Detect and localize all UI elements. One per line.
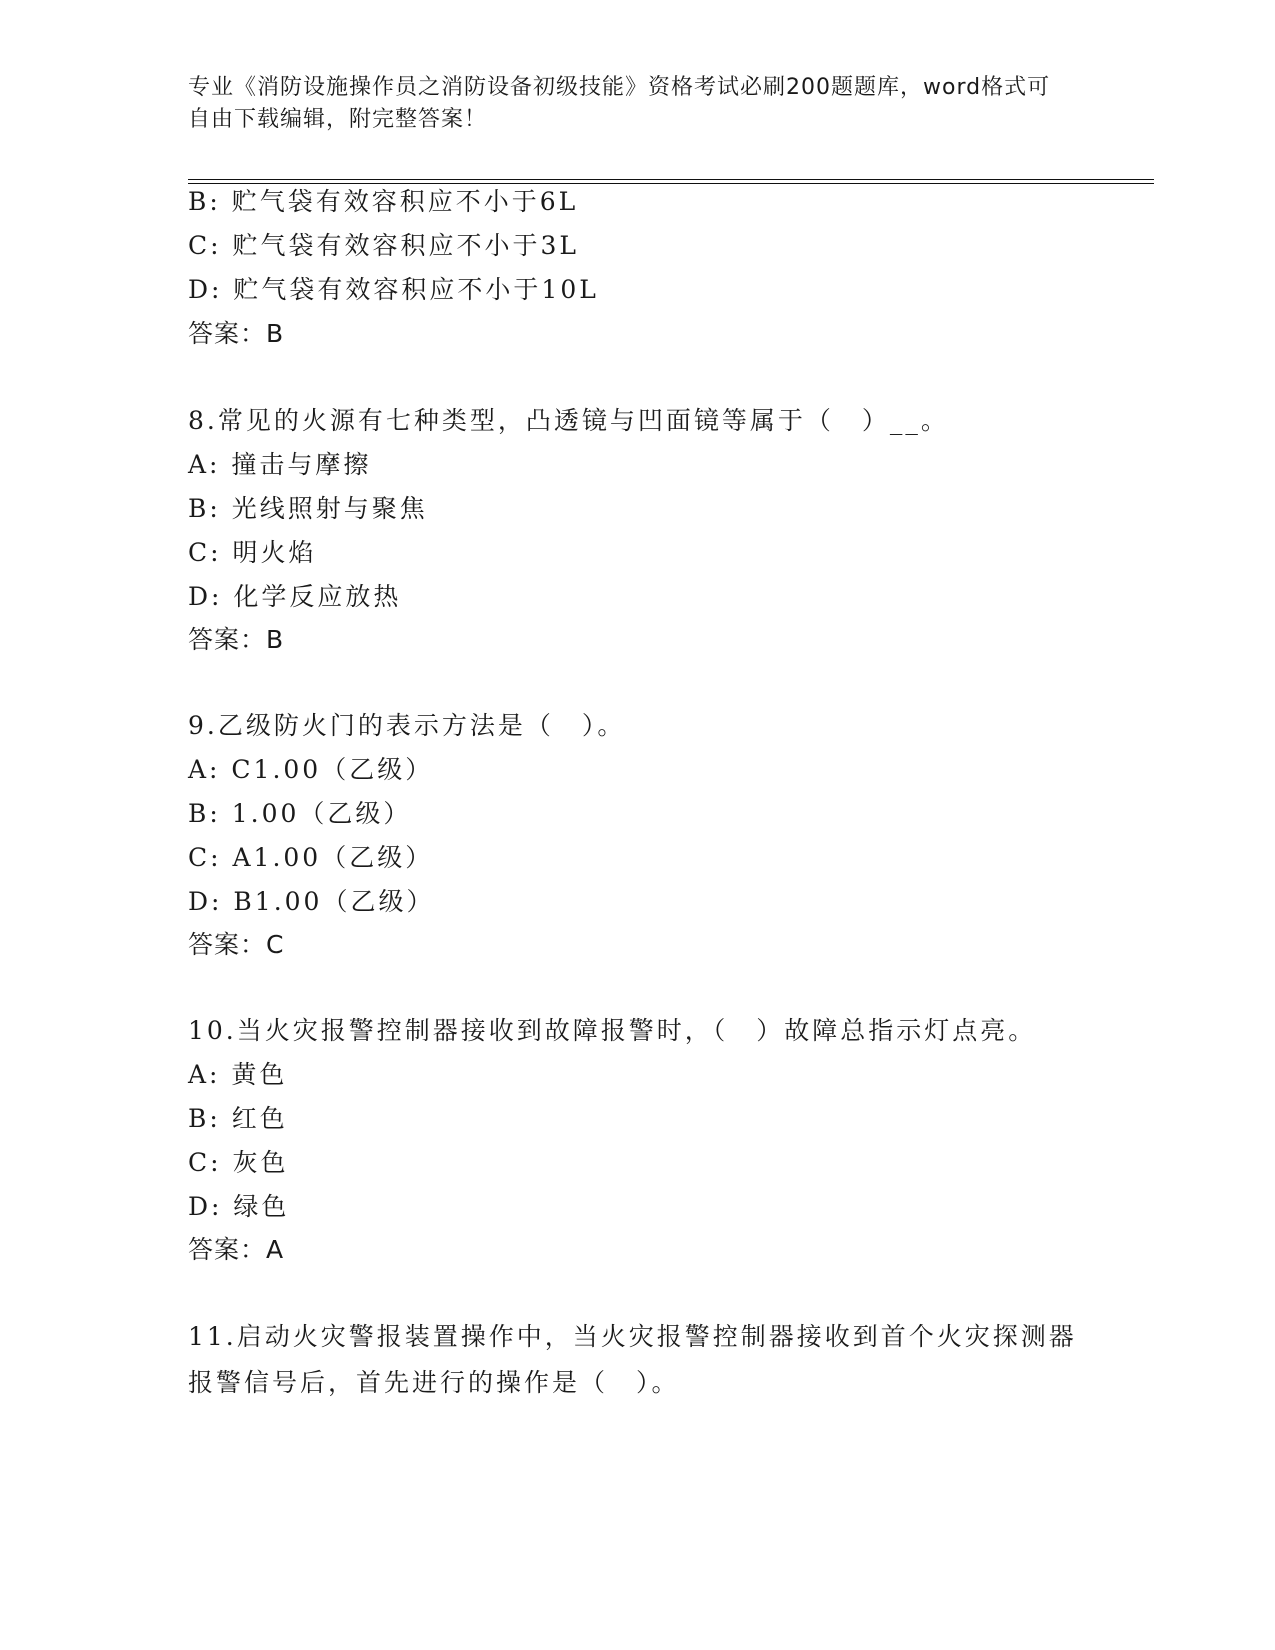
question-10-option-d: D: 绿色: [188, 1192, 290, 1221]
question-10-option-b: B: 红色: [188, 1104, 288, 1133]
question-8-option-a: A: 撞击与摩擦: [188, 450, 372, 479]
answer: 答案：B: [188, 319, 285, 348]
question-9-option-b: B: 1.00（乙级）: [188, 799, 412, 828]
question-10-option-a: A: 黄色: [188, 1060, 288, 1089]
question-9-stem: 9.乙级防火门的表示方法是（ ）。: [188, 711, 626, 740]
option-b: B: 贮气袋有效容积应不小于6L: [188, 187, 579, 216]
option-c: C: 贮气袋有效容积应不小于3L: [188, 231, 580, 260]
question-8-stem: 8.常见的火源有七种类型，凸透镜与凹面镜等属于（ ）__。: [188, 406, 949, 435]
question-11-stem: 11.启动火灾警报装置操作中，当火灾报警控制器接收到首个火灾探测器报警信号后，首先进行的操作是（ ）。: [188, 1322, 1077, 1397]
header-divider: [188, 179, 1154, 184]
question-8-answer: 答案：B: [188, 625, 285, 654]
question-10-stem: 10.当火灾报警控制器接收到故障报警时，（ ）故障总指示灯点亮。: [188, 1016, 1037, 1045]
question-10-answer: 答案：A: [188, 1235, 285, 1264]
question-9-option-c: C: A1.00（乙级）: [188, 843, 434, 872]
question-8-option-b: B: 光线照射与聚焦: [188, 494, 428, 523]
question-8-option-d: D: 化学反应放热: [188, 582, 402, 611]
option-d: D: 贮气袋有效容积应不小于10L: [188, 275, 599, 304]
question-10-option-c: C: 灰色: [188, 1148, 289, 1177]
question-9-answer: 答案：C: [188, 930, 285, 959]
document-header: 专业《消防设施操作员之消防设备初级技能》资格考试必刷200题题库，word格式可自由下载编辑，附完整答案！: [188, 75, 1051, 132]
question-8-option-c: C: 明火焰: [188, 538, 317, 567]
question-9-option-a: A: C1.00（乙级）: [188, 755, 434, 784]
question-9-option-d: D: B1.00（乙级）: [188, 887, 435, 916]
